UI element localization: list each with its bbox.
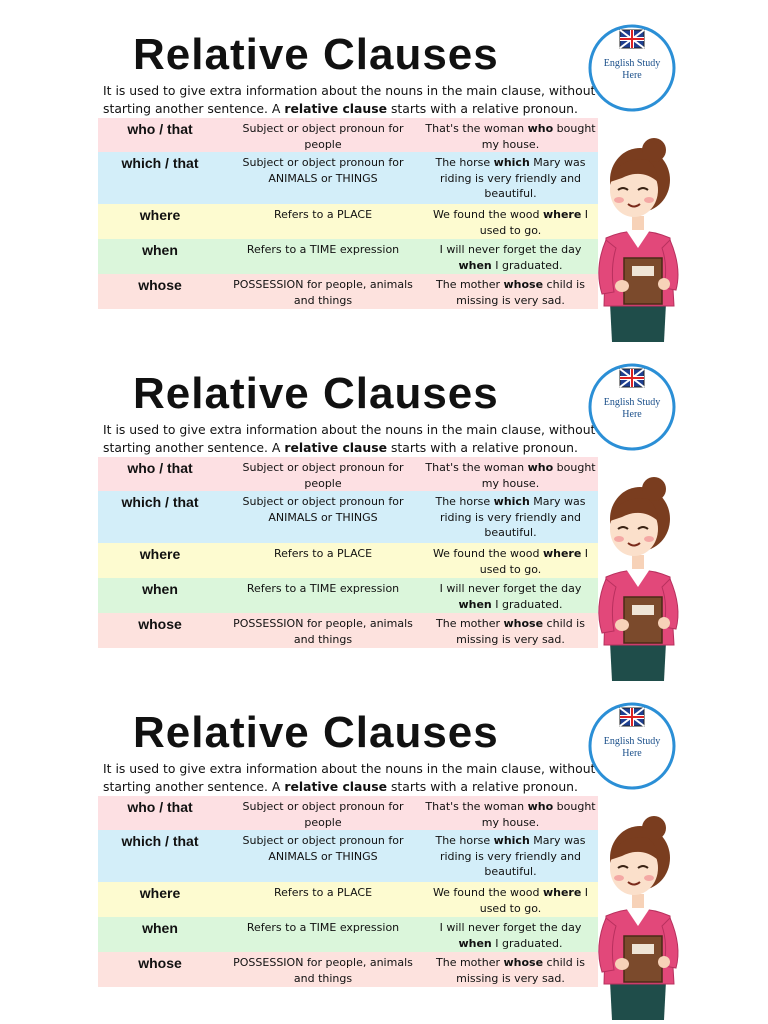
- intro-text: It is used to give extra information about the nouns in the main clause, without starting another sentence. A relative clause starts with a relative pronoun.: [103, 83, 596, 116]
- pronoun-example: I will never forget the day when I graduated.: [439, 243, 582, 272]
- intro-text: It is used to give extra information about the nouns in the main clause, without starting another sentence. A relative clause starts with a relative pronoun.: [103, 761, 596, 794]
- english-study-here-logo: [586, 361, 678, 453]
- table-row-where: [98, 882, 598, 917]
- pronoun-label: who / that: [127, 121, 193, 137]
- pronoun-description: POSSESSION for people, animals and things: [233, 956, 413, 985]
- pronoun-description: Refers to a PLACE: [273, 547, 373, 560]
- intro-text: It is used to give extra information about the nouns in the main clause, without starting another sentence. A relative clause starts with a relative pronoun.: [103, 422, 596, 455]
- relative-clauses-card: [0, 369, 768, 669]
- pronoun-label: where: [139, 207, 181, 223]
- table-row-whose: [98, 274, 598, 309]
- page-title: Relative Clauses: [133, 30, 499, 79]
- table-row-who: [98, 457, 598, 491]
- svg-text:English Study: English Study: [603, 736, 661, 747]
- table-row-who: [98, 118, 598, 152]
- pronoun-example: We found the wood where I used to go.: [432, 547, 589, 576]
- pronoun-example: That's the woman who bought my house.: [425, 800, 596, 829]
- pronoun-description: Subject or object pronoun for ANIMALS or THINGS: [242, 495, 404, 524]
- pronoun-example: The horse which Mary was riding is very friendly and beautiful.: [435, 156, 586, 200]
- table-row-when: [98, 917, 598, 952]
- relative-pronoun-table: [98, 457, 598, 648]
- pronoun-label: where: [139, 546, 181, 562]
- pronoun-label: who / that: [127, 460, 193, 476]
- table-row-which: [98, 491, 598, 543]
- logo-badge-icon: [586, 700, 678, 792]
- english-study-here-logo: [586, 22, 678, 114]
- pronoun-label: who / that: [127, 799, 193, 815]
- pronoun-description: Refers to a TIME expression: [246, 243, 400, 256]
- pronoun-example: The horse which Mary was riding is very friendly and beautiful.: [435, 495, 586, 539]
- pronoun-description: Subject or object pronoun for ANIMALS or THINGS: [242, 834, 404, 863]
- pronoun-description: Subject or object pronoun for people: [242, 800, 404, 829]
- teacher-icon: [592, 816, 684, 1020]
- pronoun-description: Refers to a PLACE: [273, 886, 373, 899]
- pronoun-description: Refers to a TIME expression: [246, 582, 400, 595]
- table-row-whose: [98, 952, 598, 987]
- pronoun-example: We found the wood where I used to go.: [432, 208, 589, 237]
- pronoun-description: POSSESSION for people, animals and things: [233, 278, 413, 307]
- svg-text:Here: Here: [622, 409, 642, 420]
- svg-text:Here: Here: [622, 70, 642, 81]
- table-row-when: [98, 578, 598, 613]
- pronoun-example: The mother whose child is missing is very sad.: [436, 617, 585, 646]
- pronoun-label: whose: [138, 616, 182, 632]
- pronoun-example: That's the woman who bought my house.: [425, 122, 596, 151]
- pronoun-example: We found the wood where I used to go.: [432, 886, 589, 915]
- teacher-icon: [592, 477, 684, 681]
- svg-text:English Study: English Study: [603, 58, 661, 69]
- pronoun-label: whose: [138, 955, 182, 971]
- relative-pronoun-table: [98, 118, 598, 309]
- pronoun-example: The mother whose child is missing is very sad.: [436, 956, 585, 985]
- english-study-here-logo: [586, 700, 678, 792]
- table-row-which: [98, 152, 598, 204]
- page-title: Relative Clauses: [133, 369, 499, 418]
- pronoun-label: where: [139, 885, 181, 901]
- teacher-icon: [592, 138, 684, 342]
- table-row-where: [98, 543, 598, 578]
- pronoun-label: which / that: [121, 155, 199, 171]
- teacher-girl-illustration: [592, 816, 684, 1020]
- table-row-when: [98, 239, 598, 274]
- page-title: Relative Clauses: [133, 708, 499, 757]
- pronoun-label: when: [142, 581, 178, 597]
- pronoun-description: Subject or object pronoun for ANIMALS or THINGS: [242, 156, 404, 185]
- logo-badge-icon: [586, 22, 678, 114]
- table-row-who: [98, 796, 598, 830]
- pronoun-label: when: [142, 920, 178, 936]
- relative-clauses-card: [0, 30, 768, 330]
- pronoun-description: Subject or object pronoun for people: [242, 461, 404, 490]
- pronoun-description: Subject or object pronoun for people: [242, 122, 404, 151]
- svg-text:Here: Here: [622, 748, 642, 759]
- pronoun-label: whose: [138, 277, 182, 293]
- pronoun-description: POSSESSION for people, animals and things: [233, 617, 413, 646]
- pronoun-description: Refers to a TIME expression: [246, 921, 400, 934]
- table-row-which: [98, 830, 598, 882]
- pronoun-example: I will never forget the day when I graduated.: [439, 582, 582, 611]
- teacher-girl-illustration: [592, 138, 684, 342]
- svg-text:English Study: English Study: [603, 397, 661, 408]
- pronoun-label: when: [142, 242, 178, 258]
- relative-pronoun-table: [98, 796, 598, 987]
- pronoun-description: Refers to a PLACE: [273, 208, 373, 221]
- pronoun-label: which / that: [121, 494, 199, 510]
- logo-badge-icon: [586, 361, 678, 453]
- table-row-where: [98, 204, 598, 239]
- pronoun-label: which / that: [121, 833, 199, 849]
- relative-clauses-card: [0, 708, 768, 1008]
- teacher-girl-illustration: [592, 477, 684, 681]
- pronoun-example: That's the woman who bought my house.: [425, 461, 596, 490]
- pronoun-example: The horse which Mary was riding is very friendly and beautiful.: [435, 834, 586, 878]
- pronoun-example: The mother whose child is missing is very sad.: [436, 278, 585, 307]
- pronoun-example: I will never forget the day when I graduated.: [439, 921, 582, 950]
- table-row-whose: [98, 613, 598, 648]
